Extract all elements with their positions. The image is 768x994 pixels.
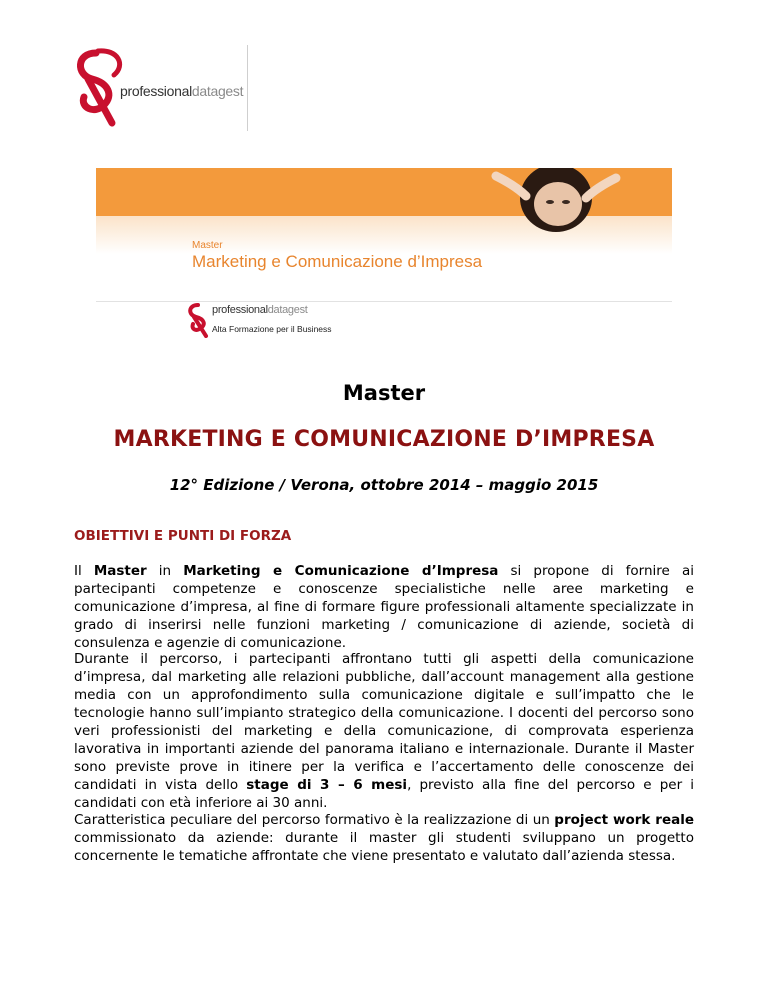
paragraph-course: Durante il percorso, i partecipanti affrontano tutti gli aspetti della comunicazione d’impresa, dal marketing alle relazioni pubbliche, dall’account management alla gestione media con un approfondimento sulla comunicazione digitale e sull’impatto che le tecnologie hanno sull’impianto strategico della comunicazione. I docenti del percorso sono veri professionisti del marketing e della comunicazione, di comprovata esperienza lavorativa in importanti aziende del panorama italiano e internazionale. Durante il Master sono previste prove in itinere per la verifica e l’accertamento delle conoscenze dei candidati in vista dello stage di 3 – 6 mesi, previsto alla fine del percorso e per i candidati con età inferiore ai 30 anni. xyxy=(74,651,694,811)
paragraph-project-work: Caratteristica peculiare del percorso formativo è la realizzazione di un project work reale commissionato da aziende: durante il master gli studenti sviluppano un progetto concernente le tematiche affrontate che viene presentato e valutato dall’azienda stessa. xyxy=(74,812,694,864)
banner-tagline: Alta Formazione per il Business xyxy=(212,324,332,334)
top-logo-text: professionaldatagest xyxy=(120,83,244,99)
banner-logo-text: professionaldatagest xyxy=(212,304,308,316)
document-edition: 12° Edizione / Verona, ottobre 2014 – maggio 2015 xyxy=(169,476,599,494)
section-heading: OBIETTIVI E PUNTI DI FORZA xyxy=(74,528,292,544)
banner-pd-monogram-icon xyxy=(188,302,214,338)
document-title: Master xyxy=(342,381,426,405)
master-banner xyxy=(96,168,672,338)
top-logo xyxy=(74,45,248,131)
banner-photo-face-icon xyxy=(486,168,626,248)
banner-small-label: Master xyxy=(192,240,223,251)
banner-title: Marketing e Comunicazione d’Impresa xyxy=(192,252,483,271)
document-subtitle: MARKETING E COMUNICAZIONE D’IMPRESA xyxy=(113,427,655,452)
paragraph-objectives: Il Master in Marketing e Comunicazione d’Impresa si propone di fornire ai partecipanti competenze e conoscenze specialistiche nelle aree marketing e comunicazione d’impresa, al fine di formare figure professionali altamente specializzate in grado di inserirsi nelle funzioni marketing / comunicazione di aziende, società di consulenza e agenzie di comunicazione. xyxy=(74,563,694,651)
